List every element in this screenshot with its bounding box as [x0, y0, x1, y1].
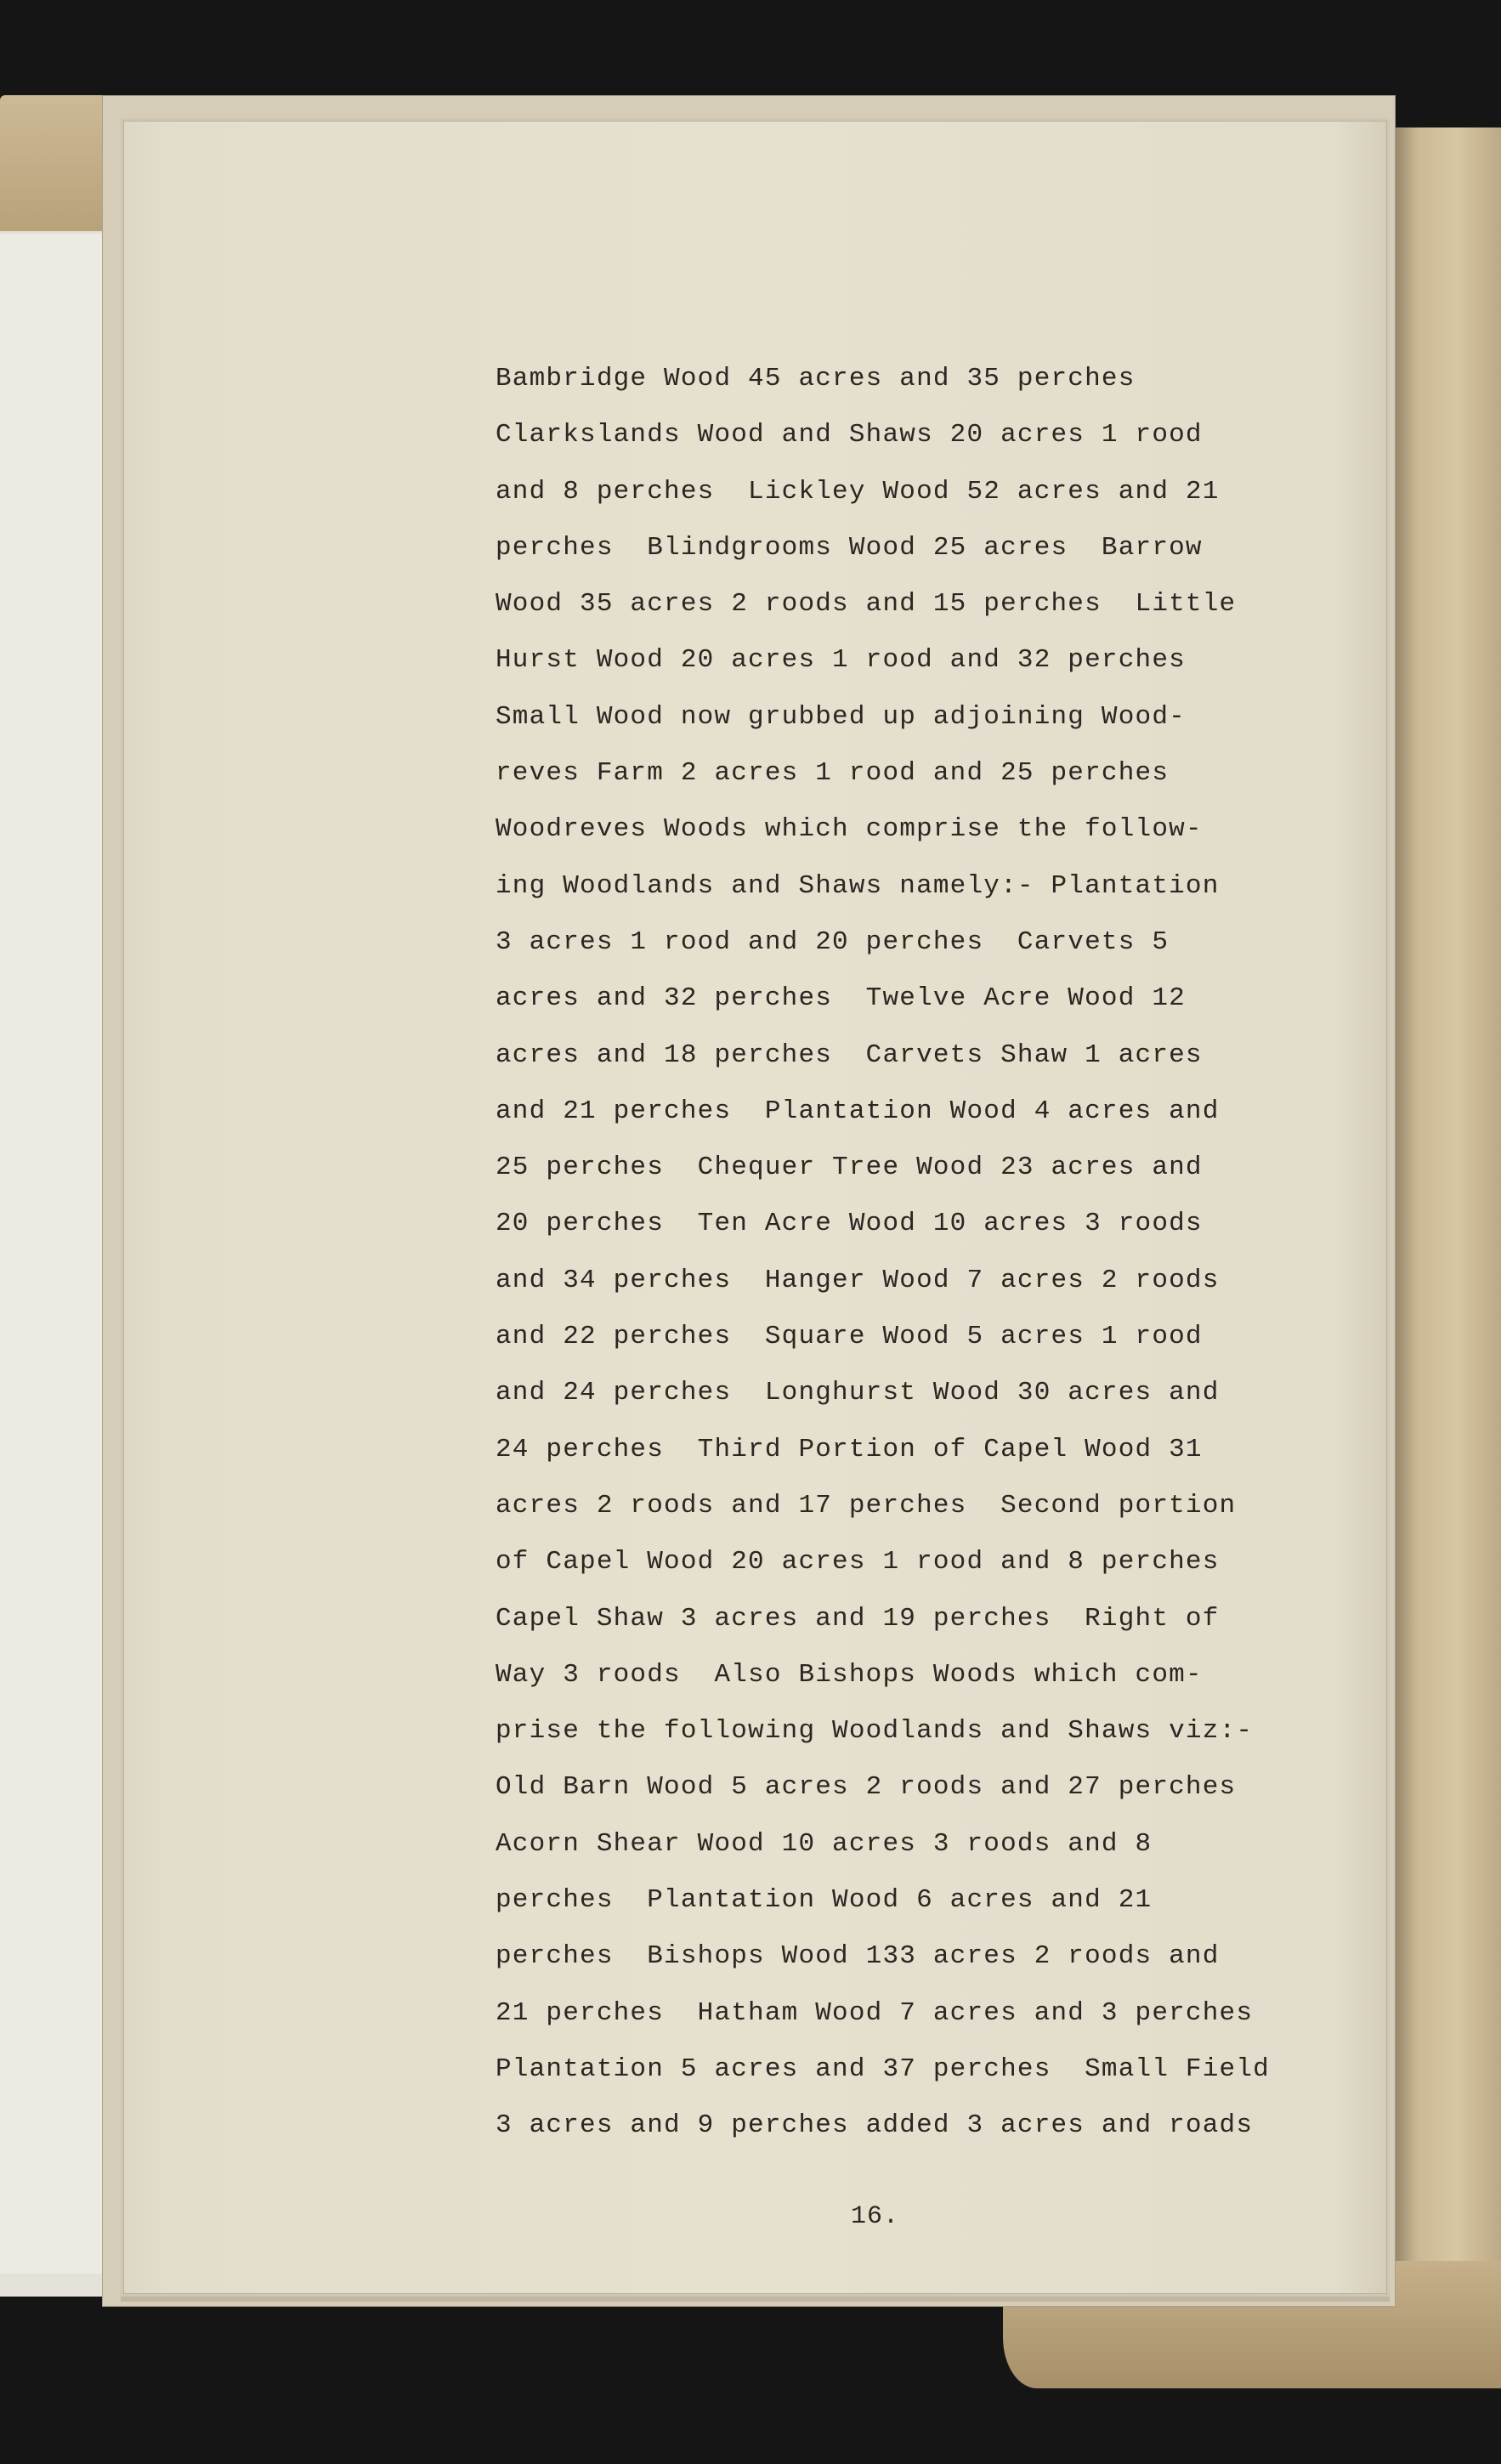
text-line: perches Blindgrooms Wood 25 acres Barrow: [496, 532, 1203, 563]
text-line: and 21 perches Plantation Wood 4 acres and: [496, 1096, 1220, 1126]
text-line: reves Farm 2 acres 1 rood and 25 perches: [496, 758, 1170, 789]
text-line: acres and 18 perches Carvets Shaw 1 acres: [496, 1039, 1203, 1070]
text-line: ing Woodlands and Shaws namely:- Plantation: [496, 870, 1220, 901]
document-page: [123, 121, 1387, 2294]
text-line: Plantation 5 acres and 37 perches Small Field: [496, 2053, 1270, 2084]
text-line: 3 acres and 9 perches added 3 acres and roads: [496, 2110, 1254, 2141]
text-line: 25 perches Chequer Tree Wood 23 acres and: [496, 1153, 1203, 1183]
text-line: Woodreves Woods which comprise the follow-: [496, 814, 1203, 845]
text-line: and 34 perches Hanger Wood 7 acres 2 roods: [496, 1265, 1220, 1295]
text-line: 3 acres 1 rood and 20 perches Carvets 5: [496, 926, 1170, 957]
typed-text-block: [496, 351, 1430, 2155]
text-line: Way 3 roods Also Bishops Woods which com-: [496, 1659, 1203, 1690]
text-line: perches Bishops Wood 133 acres 2 roods and: [496, 1941, 1220, 1972]
text-line: and 8 perches Lickley Wood 52 acres and 21: [496, 476, 1220, 507]
text-line: acres and 32 perches Twelve Acre Wood 12: [496, 983, 1186, 1014]
text-line: acres 2 roods and 17 perches Second portion: [496, 1490, 1237, 1521]
text-line: 24 perches Third Portion of Capel Wood 31: [496, 1434, 1203, 1464]
text-line: Old Barn Wood 5 acres 2 roods and 27 perches: [496, 1772, 1237, 1803]
text-line: Clarkslands Wood and Shaws 20 acres 1 rood: [496, 420, 1203, 450]
text-line: 20 perches Ten Acre Wood 10 acres 3 roods: [496, 1209, 1203, 1239]
text-line: Hurst Wood 20 acres 1 rood and 32 perches: [496, 645, 1186, 676]
text-line: Bambridge Wood 45 acres and 35 perches: [496, 364, 1136, 394]
text-line: and 22 perches Square Wood 5 acres 1 rood: [496, 1322, 1203, 1352]
text-line: Acorn Shear Wood 10 acres 3 roods and 8: [496, 1828, 1153, 1859]
text-line: of Capel Wood 20 acres 1 rood and 8 perches: [496, 1547, 1220, 1578]
text-line: 21 perches Hatham Wood 7 acres and 3 perches: [496, 1997, 1254, 2028]
page-number: 16.: [851, 2202, 900, 2231]
text-line: prise the following Woodlands and Shaws viz:-: [496, 1716, 1254, 1747]
text-line: Small Wood now grubbed up adjoining Wood-: [496, 701, 1186, 732]
text-line: perches Plantation Wood 6 acres and 21: [496, 1885, 1153, 1916]
text-line: and 24 perches Longhurst Wood 30 acres and: [496, 1378, 1220, 1408]
text-line: Wood 35 acres 2 roods and 15 perches Little: [496, 589, 1237, 620]
text-line: Capel Shaw 3 acres and 19 perches Right of: [496, 1603, 1220, 1634]
